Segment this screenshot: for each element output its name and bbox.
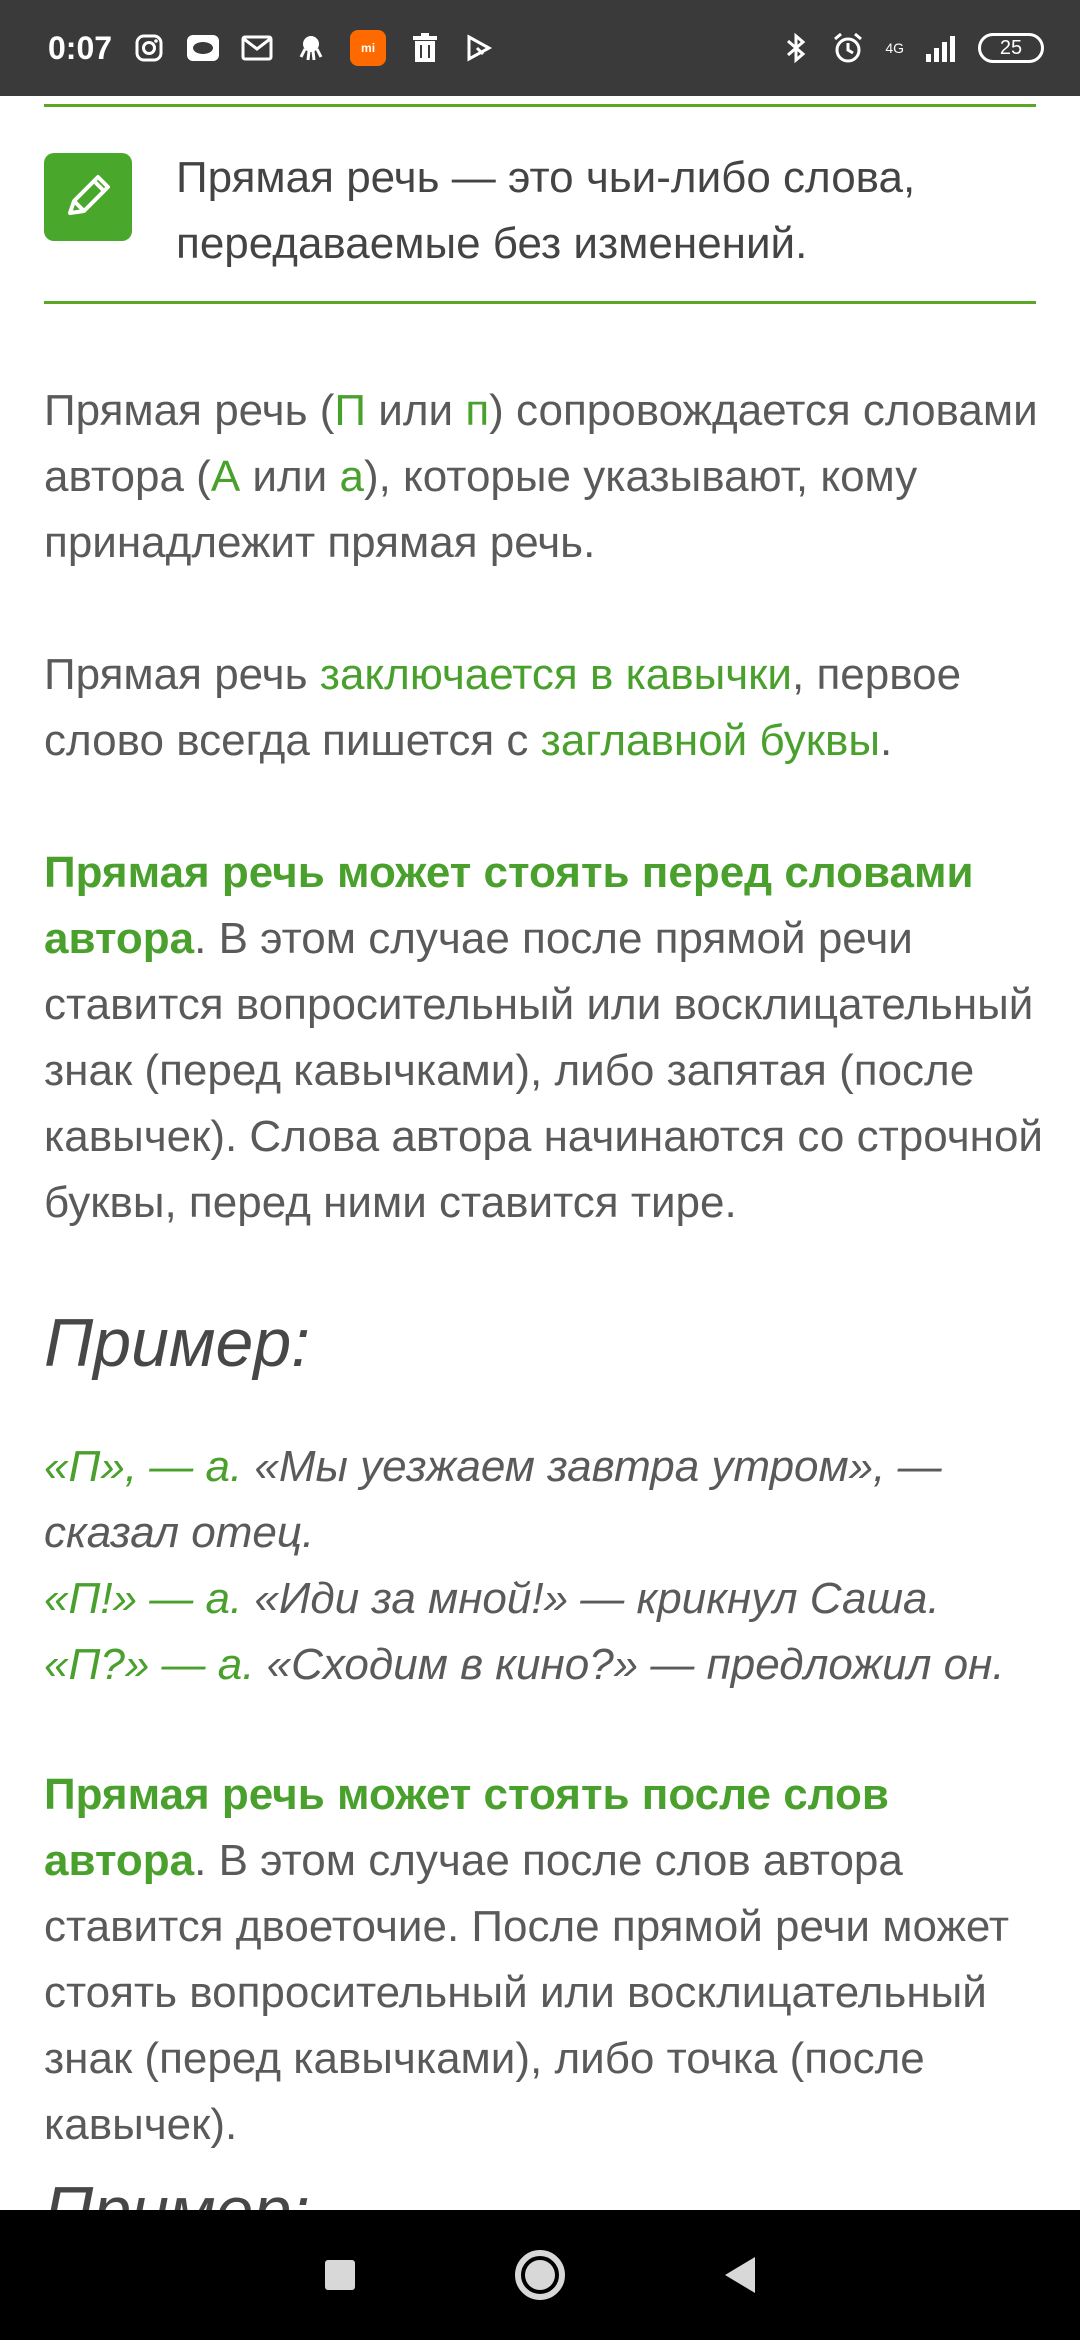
paragraph-before-author: Прямая речь может стоять перед словами автора. В этом случае после прямой речи ставится вопросительный или восклицательный знак (перед кавычками), либо запятая (после кавычек). Слова автора начинаются со строчной буквы, перед ними ставится тире.: [44, 848, 1044, 1227]
play-store-icon: [464, 33, 494, 63]
definition-callout: [44, 104, 1036, 304]
status-bar: [0, 0, 1080, 96]
paragraph-author-words: Прямая речь (П или п) сопровождается словами автора (А или а), которые указывают, кому принадлежит прямая речь.: [44, 386, 1038, 567]
clock: 0:07: [48, 29, 113, 66]
signal-icon: [926, 33, 956, 63]
navigation-bar: [0, 2210, 1080, 2340]
link-quotes[interactable]: заключается в кавычки: [319, 650, 793, 699]
bluetooth-icon: [781, 33, 811, 63]
definition-text: Прямая речь — это чьи-либо слова, передаваемые без изменений.: [176, 153, 916, 268]
battery-indicator: 25: [978, 33, 1044, 63]
paragraph-quotes-rule: Прямая речь заключается в кавычки, первое слово всегда пишется с заглавной буквы.: [44, 650, 962, 765]
example-list: [44, 1434, 1044, 1698]
example-line: «П», — а. «Мы уезжаем завтра утром», — сказал отец.: [44, 1442, 942, 1557]
app-notification-icon: [188, 33, 218, 63]
octopus-icon: [296, 33, 326, 63]
alarm-icon: [833, 33, 863, 63]
home-icon: [525, 2260, 555, 2290]
instagram-icon: [134, 33, 164, 63]
mi-app-icon: mi: [350, 30, 386, 66]
article-content: [0, 96, 1080, 2210]
home-button[interactable]: [515, 2250, 565, 2300]
example-line: «П!» — а. «Иди за мной!» — крикнул Саша.: [44, 1574, 940, 1623]
pencil-icon: [44, 153, 132, 241]
example-heading: Пример:: [44, 1305, 311, 1381]
recent-apps-button[interactable]: [325, 2260, 355, 2290]
paragraph-after-author: Прямая речь может стоять после слов автора. В этом случае после слов автора ставится двоеточие. После прямой речи может стоять вопросительный или восклицательный знак (перед кавычками), либо точка (после кавычек).: [44, 1770, 1010, 2149]
back-button[interactable]: [725, 2257, 755, 2293]
link-capital-letter[interactable]: заглавной буквы: [540, 716, 880, 765]
example-line: «П?» — а. «Сходим в кино?» — предложил он.: [44, 1640, 1005, 1689]
trash-icon: [410, 33, 440, 63]
gmail-icon: [242, 33, 272, 63]
network-type: 4G: [885, 40, 904, 56]
